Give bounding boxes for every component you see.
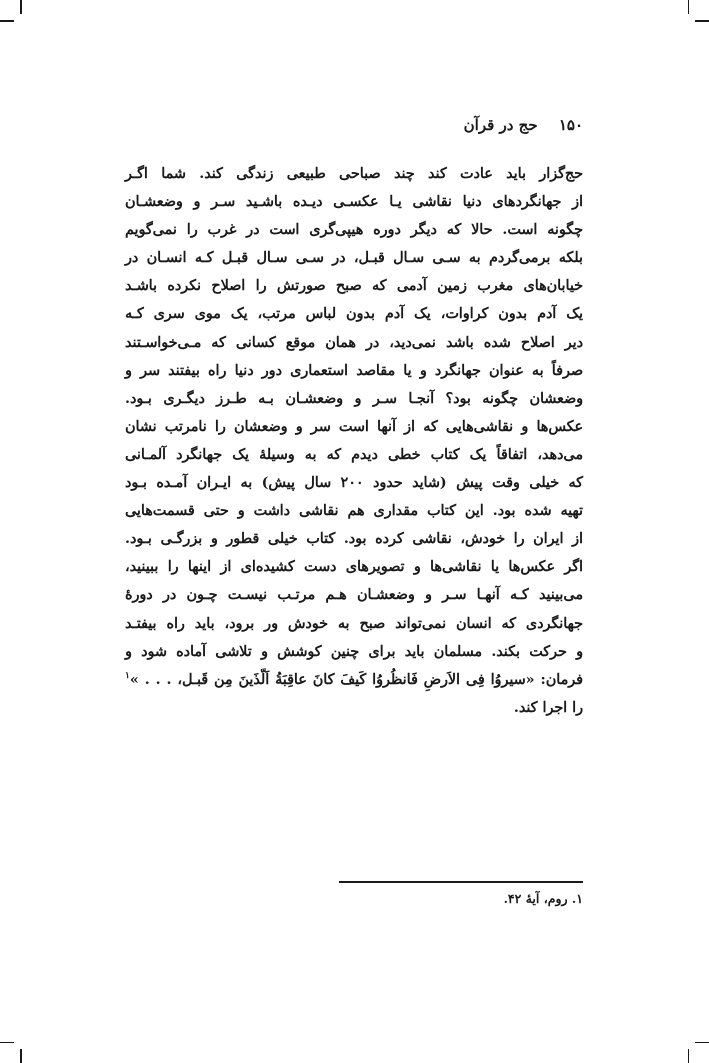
text-line: تهیه شده بود. این کتاب مقداری هم نقاشی داشت و حتی قسمت‌هایی [125, 503, 583, 520]
text-line: دیر اصلاح شده باشد نمی‌دید، در همان موقع کسانی که مـی‌خواسـتند [125, 334, 583, 351]
text-line: می‌بینید کـه آنهـا سـر و وضعشـان هـم مرتـب نیسـت چـون در دورهٔ [125, 587, 583, 604]
text-line: اگر عکس‌ها یا نقاشی‌ها و تصویرهای دست کشیده‌ای از اینها را ببینید، [125, 559, 583, 576]
crop-mark-top-right-h [695, 20, 709, 22]
text-line: یک آدم بدون کراوات، یک آدم بدون لباس مرتب، یک موی سری کـه [125, 306, 583, 323]
text-line: و حرکت بکند. مسلمان باید برای چنین کوشش و تلاشی آماده شود و [125, 643, 583, 660]
footnote: ۱. روم، آیهٔ ۴۲. [503, 891, 583, 906]
text-line: از جهانگردهای دنیا نقاشی یـا عکسـی دیـده باشـید سـر و وضعشـان [125, 194, 583, 211]
crop-mark-top-left-h [0, 20, 14, 22]
text-line: وضعشان چگونه بود؟ آنجـا سـر و وضعشـان بـه طـرز دیگـری بـود. [125, 390, 583, 407]
text-line: حج‌گزار باید عادت کند چند صباحی طبیعی زندگی کند. شما اگـر [125, 166, 583, 182]
text-line: چگونه است. حالا که دیگر دوره هیپی‌گری است در غرب را نمی‌گویم [125, 222, 583, 239]
body-text [125, 160, 583, 722]
text-line: جهانگردی که انسان نمی‌تواند صبح به خودش ور برود، باید راه بیفتـد [125, 615, 583, 632]
running-header [464, 116, 583, 134]
text-line: خیابان‌های مغرب زمین آدمی که صبح صورتش را اصلاح نکرده باشـد [125, 278, 583, 295]
quran-quote-line [125, 666, 583, 694]
text-line: را اجرا کند. [513, 699, 583, 716]
text-line: صرفاً به عنوان جهانگرد و یا مقاصد استعماری دور دنیا راه بیفتند سر و [125, 362, 583, 379]
footnote-divider [339, 881, 583, 883]
running-title: حج در قرآن [463, 116, 538, 134]
crop-mark-top-left-v [20, 0, 22, 14]
footnote-marker: ۱ [125, 670, 130, 681]
text-line: عکس‌ها و نقاشی‌هایی که از آنها است سر و وضعشان را نامرتب نشان [125, 418, 583, 435]
crop-mark-bottom-right-v [688, 1049, 690, 1063]
text-line: که خیلی وقت پیش (شاید حدود ۲۰۰ سال پیش) به ایـران آمـده بـود [125, 475, 583, 492]
crop-mark-bottom-left-v [20, 1049, 22, 1063]
page-number: ۱۵۰ [558, 116, 583, 134]
text-line: می‌دهد، اتفاقاً یک کتاب خطی دیدم که به وسیلهٔ یک جهانگرد آلمـانی [125, 446, 583, 463]
text-line: بلکه برمی‌گردم به سـی سـال قبـل، در سـی سـال قبـل کـه انسـان در [125, 250, 583, 267]
text-line: از ایران را خودش، نقاشی کرده بود. کتاب خیلی قطور و بزرگـی بـود. [125, 531, 583, 548]
crop-mark-bottom-right-h [695, 1042, 709, 1044]
quran-quote: فرمان: «سیروُا فِی الاَرضِ فَانظُروُا کَیفَ کانَ عاقِبَةُ اَلّذَینَ مِن قَبـل، . . . » [129, 671, 583, 688]
crop-mark-bottom-left-h [0, 1042, 14, 1044]
crop-mark-top-right-v [688, 0, 690, 14]
